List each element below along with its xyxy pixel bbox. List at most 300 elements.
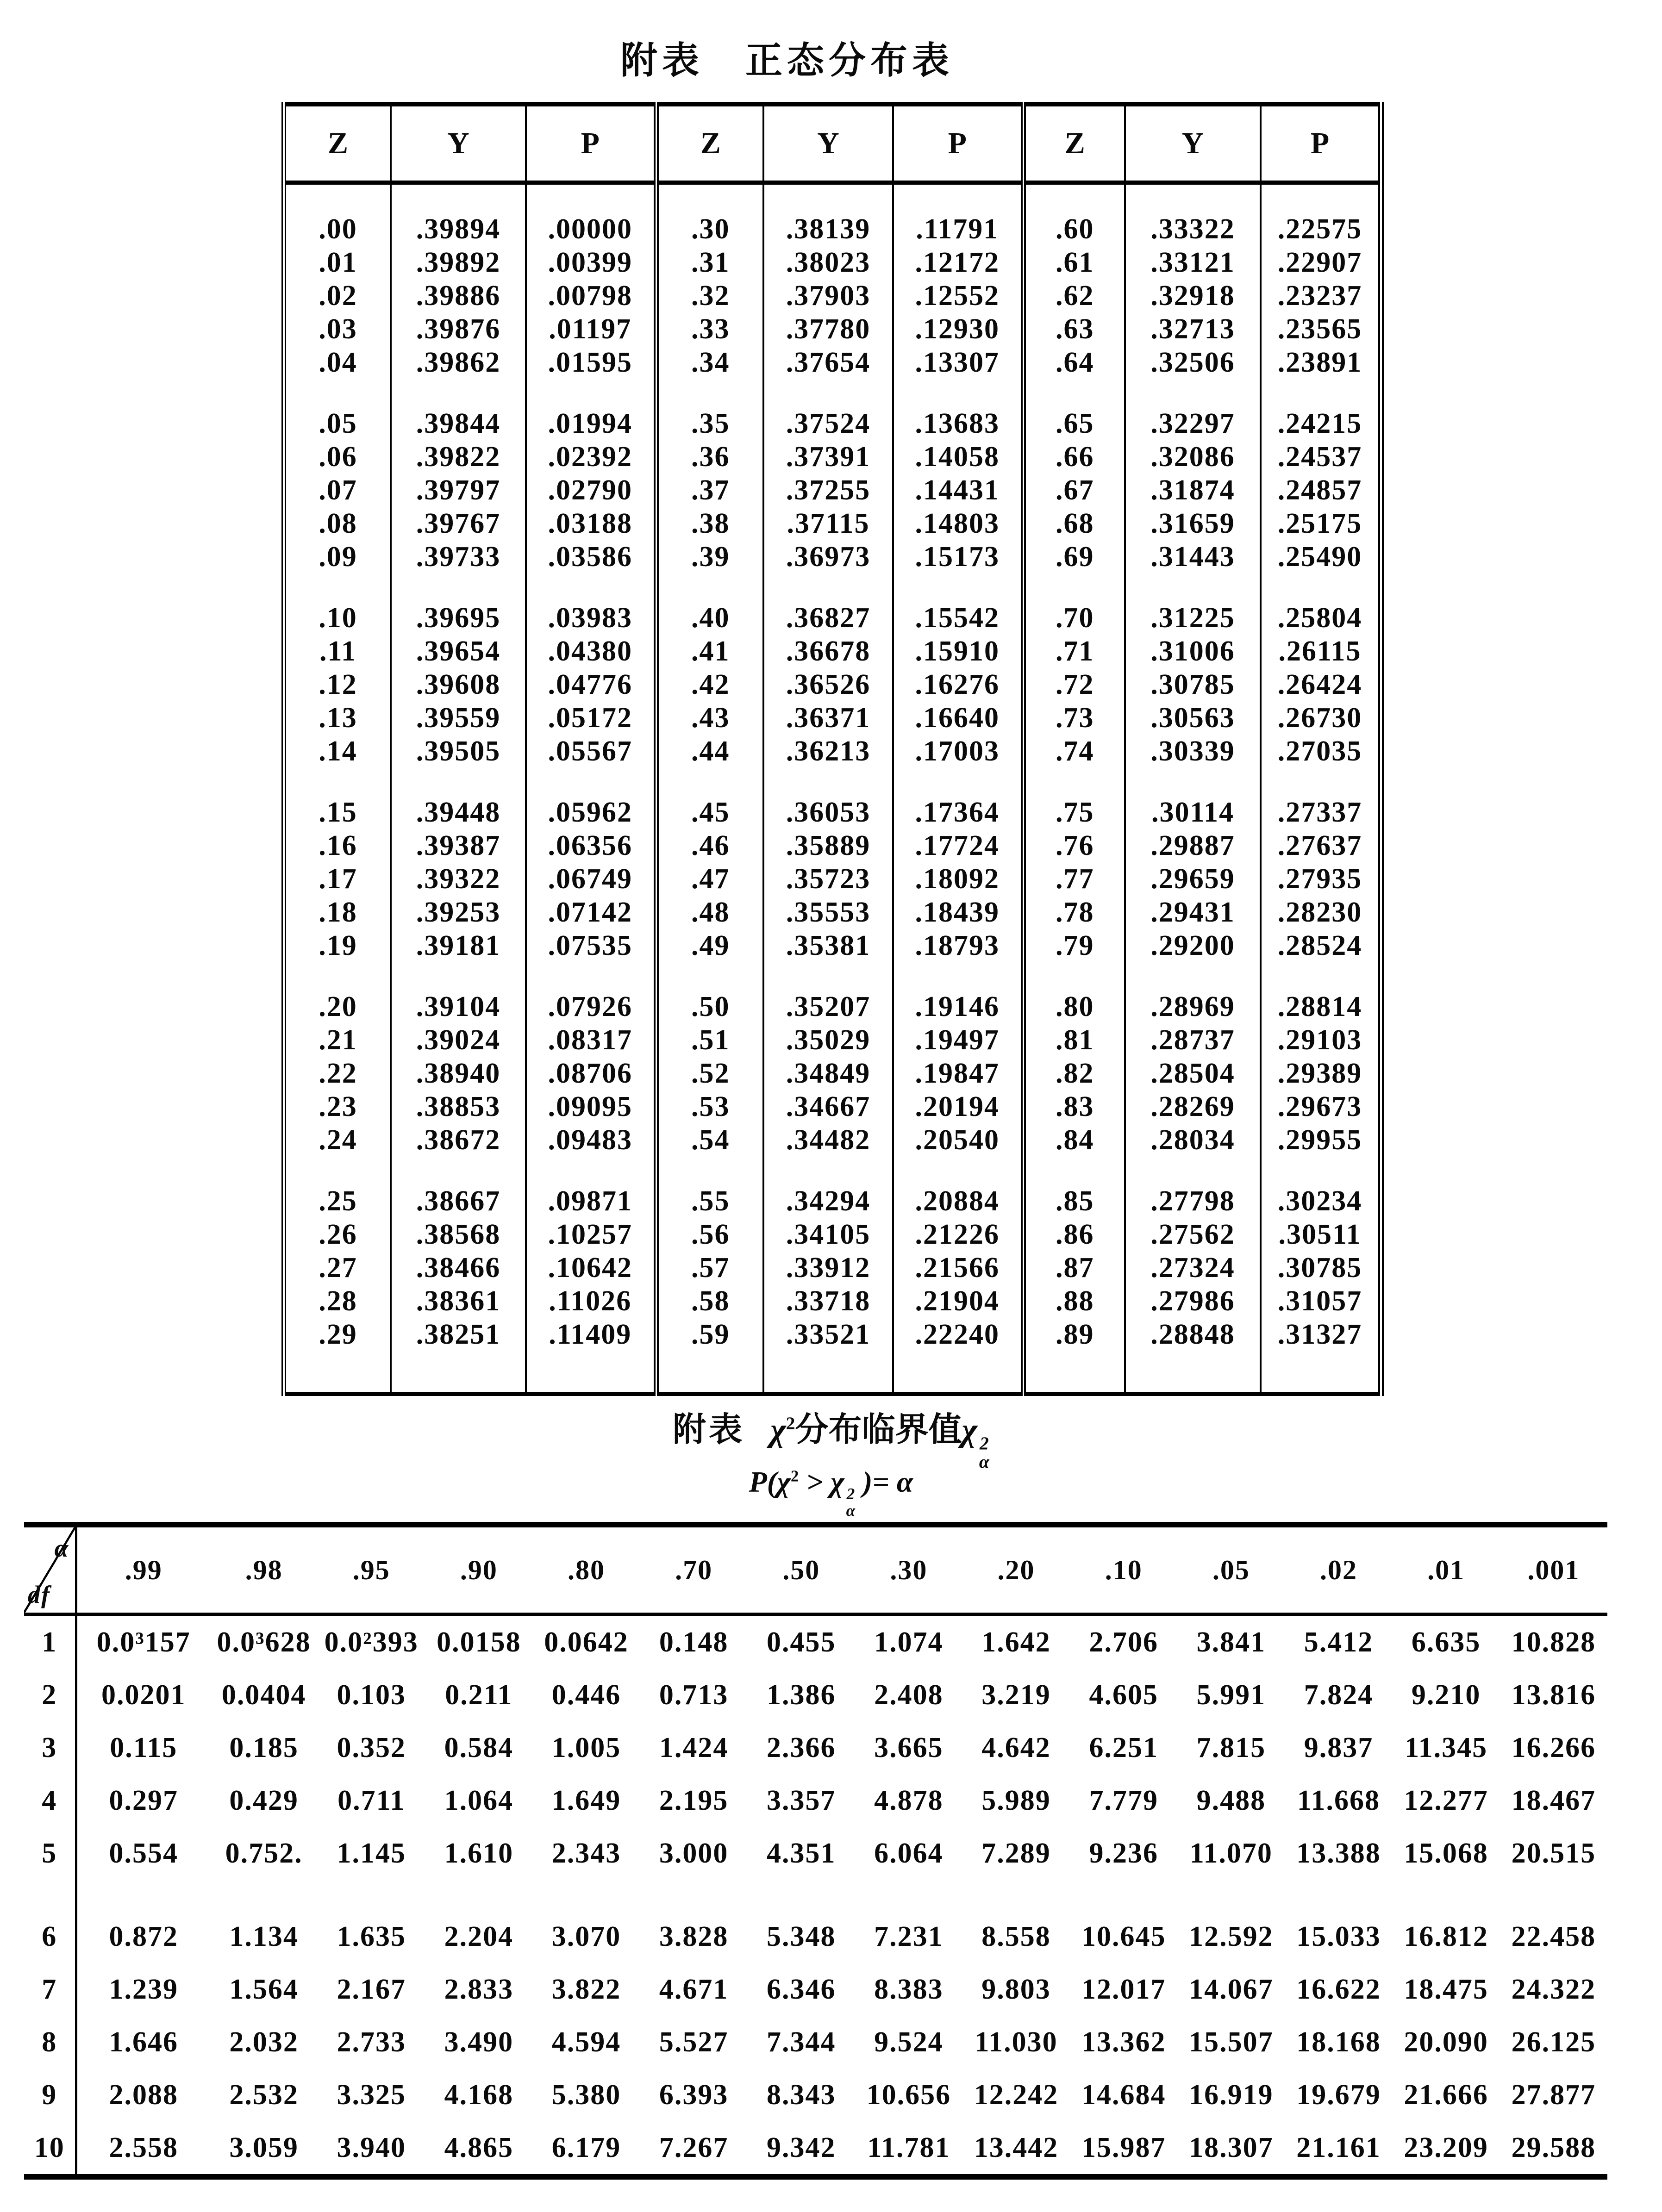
normal-table-row bbox=[284, 601, 1381, 635]
normal-distribution-table bbox=[281, 102, 1384, 1396]
spacer-cell bbox=[391, 768, 526, 796]
spacer-cell bbox=[656, 379, 763, 407]
chi-probability-formula: $P(\chi^2 > \chi$ 2 α )= α bbox=[749, 1465, 913, 1520]
spacer-cell bbox=[526, 768, 656, 796]
normal-table-cell: .75 bbox=[1023, 796, 1125, 829]
spacer-cell bbox=[1177, 1880, 1285, 1910]
chi-value-cell: 11.030 bbox=[975, 2026, 1058, 2058]
normal-table-cell: .25 bbox=[319, 1185, 357, 1217]
chi-value-cell: 29.588 bbox=[1511, 2132, 1596, 2163]
spacer-cell bbox=[893, 1351, 1023, 1394]
normal-table-cell: .35889 bbox=[763, 829, 893, 862]
chi-value-cell: 0.0404 bbox=[221, 1679, 306, 1711]
chi-value-cell: 11.781 bbox=[867, 2132, 950, 2163]
spacer-cell bbox=[763, 183, 893, 213]
chi-value-cell: 0.584 bbox=[444, 1732, 514, 1763]
normal-table-cell: .23565 bbox=[1261, 312, 1381, 346]
normal-table-cell: .25804 bbox=[1261, 601, 1381, 635]
normal-table-row bbox=[284, 1284, 1381, 1318]
chi-value-cell: 12.242 bbox=[974, 2079, 1059, 2111]
chi-value-cell: 0.297 bbox=[109, 1785, 178, 1816]
normal-table-cell: .29103 bbox=[1261, 1023, 1381, 1057]
alpha-col-header: .01 bbox=[1393, 1525, 1500, 1614]
normal-table-cell: .24215 bbox=[1261, 407, 1381, 440]
normal-table-cell: .28269 bbox=[1125, 1090, 1261, 1123]
chi-value-cell: 3.070 bbox=[551, 1921, 621, 1952]
normal-table-cell: .71 bbox=[1023, 635, 1125, 668]
normal-table-cell: .27986 bbox=[1125, 1284, 1261, 1318]
spacer-cell bbox=[1261, 1351, 1381, 1394]
chi-value-cell: 2.195 bbox=[659, 1785, 729, 1816]
chi-value-cell: 1.005 bbox=[551, 1732, 621, 1763]
normal-table-cell: .37115 bbox=[763, 507, 893, 540]
normal-table-cell: .82 bbox=[1023, 1057, 1125, 1090]
chi-value-cell: 9.524 bbox=[874, 2026, 943, 2058]
chi-value-cell: 1.424 bbox=[659, 1732, 729, 1763]
normal-table-title: 附表 正态分布表 bbox=[620, 41, 954, 81]
chi-value-cell: 15.507 bbox=[1189, 2026, 1274, 2058]
spacer-cell bbox=[284, 768, 391, 796]
normal-table-cell: .32086 bbox=[1125, 440, 1261, 474]
normal-table-cell: .23237 bbox=[1261, 279, 1381, 312]
normal-table-cell: .39733 bbox=[391, 540, 526, 573]
alpha-col-header: .90 bbox=[425, 1525, 532, 1614]
spacer-cell bbox=[210, 1880, 318, 1910]
normal-table-cell: .19 bbox=[319, 930, 357, 961]
spacer-cell bbox=[284, 573, 391, 601]
normal-table-cell: .22575 bbox=[1261, 212, 1381, 246]
normal-table-cell: .53 bbox=[656, 1090, 763, 1123]
spacer-cell bbox=[640, 1880, 748, 1910]
spacer-cell bbox=[1261, 183, 1381, 213]
chi-value-cell: 22.458 bbox=[1511, 1921, 1596, 1952]
normal-table-cell: .34105 bbox=[763, 1218, 893, 1251]
chi-value-cell: 2.833 bbox=[444, 1974, 514, 2005]
normal-table-cell: .00399 bbox=[526, 246, 656, 279]
chi-value-cell: 1.386 bbox=[767, 1679, 836, 1711]
chi-value-cell: 2.204 bbox=[444, 1921, 514, 1952]
normal-table-cell: .42 bbox=[656, 668, 763, 701]
spacer-cell bbox=[391, 1157, 526, 1184]
normal-table-cell: .20884 bbox=[893, 1184, 1023, 1218]
normal-table-cell: .14 bbox=[319, 735, 357, 767]
chi-value-cell: 18.467 bbox=[1511, 1785, 1596, 1816]
normal-table-cell: .60 bbox=[1023, 212, 1125, 246]
normal-table-cell: .58 bbox=[656, 1284, 763, 1318]
chi-value-cell: 2.167 bbox=[337, 1974, 406, 2005]
normal-table-cell: .38667 bbox=[391, 1184, 526, 1218]
chi-value-cell: 1.635 bbox=[337, 1921, 406, 1952]
alpha-col-header: .30 bbox=[855, 1525, 962, 1614]
chi-value-cell: 1.649 bbox=[551, 1785, 621, 1816]
normal-table-cell: .38361 bbox=[391, 1284, 526, 1318]
chi-value-cell: 3.822 bbox=[551, 1974, 621, 2005]
chi-value-cell: 3.059 bbox=[229, 2132, 299, 2163]
chi-value-cell: 27.877 bbox=[1511, 2079, 1596, 2111]
chi-value-cell: 4.642 bbox=[981, 1732, 1051, 1763]
normal-table-cell: .27935 bbox=[1261, 862, 1381, 896]
normal-table-cell: .49 bbox=[656, 929, 763, 962]
spacer-cell bbox=[425, 1880, 532, 1910]
spacer-cell bbox=[763, 1157, 893, 1184]
spacer-cell bbox=[1125, 573, 1261, 601]
chi-value-cell: 5.991 bbox=[1196, 1679, 1266, 1711]
normal-table-cell: .03 bbox=[319, 313, 357, 345]
normal-table-cell: .22907 bbox=[1261, 246, 1381, 279]
spacer-cell bbox=[1261, 379, 1381, 407]
chi-value-cell: 20.090 bbox=[1404, 2026, 1488, 2058]
spacer-cell bbox=[656, 768, 763, 796]
normal-table-cell: .18092 bbox=[893, 862, 1023, 896]
normal-table-row bbox=[284, 407, 1381, 440]
alpha-col-header: .50 bbox=[748, 1525, 855, 1614]
normal-table-cell: .07926 bbox=[526, 990, 656, 1023]
chi-value-cell: 2.532 bbox=[229, 2079, 299, 2111]
normal-table-cell: .33 bbox=[656, 312, 763, 346]
normal-table-cell: .13 bbox=[319, 702, 357, 734]
normal-table-cell: .35381 bbox=[763, 929, 893, 962]
normal-table-cell: .06 bbox=[319, 441, 357, 473]
normal-table-cell: .18439 bbox=[893, 896, 1023, 929]
normal-table-cell: .34 bbox=[656, 346, 763, 379]
chi-value-cell: 18.475 bbox=[1404, 1974, 1488, 2005]
normal-table-cell: .38568 bbox=[391, 1218, 526, 1251]
chi-value-cell: 7.815 bbox=[1196, 1732, 1266, 1763]
chi-table-row bbox=[24, 1721, 1607, 1774]
chi-value-cell: 6.179 bbox=[551, 2132, 621, 2163]
normal-col-header: Z bbox=[284, 104, 391, 183]
normal-table-cell: .39181 bbox=[391, 929, 526, 962]
normal-table-cell: .04 bbox=[319, 347, 357, 378]
df-cell: 3 bbox=[24, 1721, 76, 1774]
spacer-cell bbox=[1023, 768, 1125, 796]
spacer-cell bbox=[24, 1880, 76, 1910]
chi-value-cell: 4.878 bbox=[874, 1785, 943, 1816]
normal-table-cell: .81 bbox=[1023, 1023, 1125, 1057]
normal-table-cell: .39876 bbox=[391, 312, 526, 346]
normal-table-cell: .26 bbox=[319, 1219, 357, 1250]
df-cell: 6 bbox=[24, 1910, 76, 1963]
normal-table-cell: .34667 bbox=[763, 1090, 893, 1123]
normal-table-cell: .09483 bbox=[526, 1123, 656, 1157]
normal-table-cell: .21226 bbox=[893, 1218, 1023, 1251]
normal-table-cell: .35207 bbox=[763, 990, 893, 1023]
normal-table-cell: .17003 bbox=[893, 735, 1023, 768]
normal-table-cell: .35 bbox=[656, 407, 763, 440]
normal-table-cell: .11 bbox=[319, 636, 357, 667]
normal-table-row bbox=[284, 540, 1381, 573]
chi-table-header-row bbox=[24, 1525, 1607, 1614]
normal-table-cell: .39886 bbox=[391, 279, 526, 312]
normal-table-cell: .30 bbox=[656, 212, 763, 246]
normal-table-cell: .24 bbox=[319, 1124, 357, 1156]
chi-value-cell: 11.345 bbox=[1405, 1732, 1488, 1763]
chi-value-cell: 14.684 bbox=[1081, 2079, 1166, 2111]
normal-table-cell: .63 bbox=[1023, 312, 1125, 346]
normal-table-cell: .14431 bbox=[893, 474, 1023, 507]
normal-table-cell: .19146 bbox=[893, 990, 1023, 1023]
normal-table-cell: .34482 bbox=[763, 1123, 893, 1157]
normal-table-cell: .26115 bbox=[1261, 635, 1381, 668]
normal-table-cell: .36213 bbox=[763, 735, 893, 768]
chi-value-cell: 0.103 bbox=[337, 1679, 406, 1711]
normal-table-cell: .15 bbox=[319, 797, 357, 828]
spacer-cell bbox=[656, 962, 763, 990]
chi-value-cell: 0.429 bbox=[229, 1785, 299, 1816]
chi-value-cell: 4.168 bbox=[444, 2079, 514, 2111]
chi-value-cell: 5.989 bbox=[981, 1785, 1051, 1816]
chi-value-cell: 18.168 bbox=[1296, 2026, 1381, 2058]
normal-table-cell: .62 bbox=[1023, 279, 1125, 312]
chi-value-cell: 0.446 bbox=[551, 1679, 621, 1711]
chi-table-row bbox=[24, 1963, 1607, 2016]
normal-table-cell: .20194 bbox=[893, 1090, 1023, 1123]
normal-table-cell: .43 bbox=[656, 701, 763, 735]
chi-value-cell: 9.342 bbox=[767, 2132, 836, 2163]
df-cell: 7 bbox=[24, 1963, 76, 2016]
normal-table-cell: .12172 bbox=[893, 246, 1023, 279]
normal-table-cell: .10 bbox=[319, 602, 357, 634]
chi-value-cell: 9.210 bbox=[1411, 1679, 1481, 1711]
chi-value-cell: 10.828 bbox=[1511, 1626, 1596, 1658]
normal-table-cell: .35553 bbox=[763, 896, 893, 929]
normal-table-cell: .66 bbox=[1023, 440, 1125, 474]
spacer-cell bbox=[656, 573, 763, 601]
normal-table-cell: .38139 bbox=[763, 212, 893, 246]
normal-table-row bbox=[284, 346, 1381, 379]
normal-table-cell: .31225 bbox=[1125, 601, 1261, 635]
normal-table-cell: .03586 bbox=[526, 540, 656, 573]
normal-table-cell: .39448 bbox=[391, 796, 526, 829]
chi-value-cell: 19.679 bbox=[1296, 2079, 1381, 2111]
spacer-cell bbox=[1285, 1880, 1392, 1910]
spacer-cell bbox=[893, 962, 1023, 990]
chi-value-cell: 16.266 bbox=[1511, 1732, 1596, 1763]
normal-table-cell: .12552 bbox=[893, 279, 1023, 312]
spacer-cell bbox=[391, 183, 526, 213]
normal-table-cell: .37 bbox=[656, 474, 763, 507]
spacer-cell bbox=[284, 962, 391, 990]
normal-table-cell: .03188 bbox=[526, 507, 656, 540]
spacer-cell bbox=[526, 1351, 656, 1394]
normal-table-cell: .28848 bbox=[1125, 1318, 1261, 1351]
normal-table-cell: .69 bbox=[1023, 540, 1125, 573]
normal-table-cell: .17 bbox=[319, 863, 357, 895]
df-cell: 9 bbox=[24, 2069, 76, 2121]
normal-table-cell: .27337 bbox=[1261, 796, 1381, 829]
chi-value-cell: 15.068 bbox=[1404, 1838, 1488, 1869]
normal-table-cell: .26424 bbox=[1261, 668, 1381, 701]
normal-table-cell: .22240 bbox=[893, 1318, 1023, 1351]
chi-value-cell: 0.115 bbox=[110, 1732, 178, 1763]
spacer-cell bbox=[1125, 1351, 1261, 1394]
spacer-cell bbox=[763, 379, 893, 407]
normal-table-cell: .18 bbox=[319, 897, 357, 928]
normal-table-cell: .25175 bbox=[1261, 507, 1381, 540]
normal-table-cell: .32506 bbox=[1125, 346, 1261, 379]
chi-value-cell: 3.828 bbox=[659, 1921, 729, 1952]
chi-value-cell: 4.594 bbox=[551, 2026, 621, 2058]
normal-table-cell: .01197 bbox=[526, 312, 656, 346]
chi-value-cell: 15.987 bbox=[1081, 2132, 1166, 2163]
normal-table-cell: .39253 bbox=[391, 896, 526, 929]
normal-table-row bbox=[284, 1123, 1381, 1157]
normal-table-cell: .31327 bbox=[1261, 1318, 1381, 1351]
normal-table-cell: .12930 bbox=[893, 312, 1023, 346]
chi-exponent: 2 bbox=[786, 1413, 795, 1433]
chi-value-cell: 7.344 bbox=[767, 2026, 836, 2058]
alpha-col-header: .80 bbox=[532, 1525, 640, 1614]
normal-table-cell: .31443 bbox=[1125, 540, 1261, 573]
spacer-cell bbox=[1261, 768, 1381, 796]
corner-alpha-label: α bbox=[54, 1534, 69, 1562]
normal-table-row bbox=[284, 829, 1381, 862]
chi-value-cell: 1.074 bbox=[874, 1626, 943, 1658]
chi-value-cell: 9.488 bbox=[1196, 1785, 1266, 1816]
chi-value-cell: 5.348 bbox=[767, 1921, 836, 1952]
normal-table-cell: .36827 bbox=[763, 601, 893, 635]
normal-table-cell: .14803 bbox=[893, 507, 1023, 540]
normal-table-cell: .13307 bbox=[893, 346, 1023, 379]
spacer-cell bbox=[748, 1880, 855, 1910]
normal-table-cell: .17724 bbox=[893, 829, 1023, 862]
normal-table-cell: .08706 bbox=[526, 1057, 656, 1090]
chi-value-cell: 7.289 bbox=[981, 1838, 1051, 1869]
normal-table-cell: .33121 bbox=[1125, 246, 1261, 279]
chi-value-cell: 2.343 bbox=[551, 1838, 621, 1869]
chi-value-cell: 4.351 bbox=[767, 1838, 836, 1869]
normal-table-cell: .27324 bbox=[1125, 1251, 1261, 1284]
normal-table-cell: .61 bbox=[1023, 246, 1125, 279]
spacer-cell bbox=[763, 1351, 893, 1394]
normal-table-cell: .10257 bbox=[526, 1218, 656, 1251]
chi-value-cell: 2.032 bbox=[229, 2026, 299, 2058]
chi-value-cell: 0.0³157 bbox=[96, 1626, 191, 1658]
normal-table-cell: .23891 bbox=[1261, 346, 1381, 379]
df-cell: 2 bbox=[24, 1669, 76, 1721]
normal-table-cell: .32713 bbox=[1125, 312, 1261, 346]
chi-value-cell: 9.837 bbox=[1304, 1732, 1374, 1763]
normal-table-cell: .28230 bbox=[1261, 896, 1381, 929]
spacer-row bbox=[284, 379, 1381, 407]
chi-value-cell: 0.711 bbox=[337, 1785, 406, 1816]
alpha-col-header: .05 bbox=[1177, 1525, 1285, 1614]
chi-value-cell: 1.646 bbox=[109, 2026, 178, 2058]
chi-value-cell: 0.752. bbox=[225, 1838, 303, 1869]
chi-value-cell: 0.185 bbox=[229, 1732, 299, 1763]
spacer-cell bbox=[526, 183, 656, 213]
normal-table-row bbox=[284, 279, 1381, 312]
normal-table-cell: .33912 bbox=[763, 1251, 893, 1284]
spacer-cell bbox=[1023, 379, 1125, 407]
chi-value-cell: 8.558 bbox=[981, 1921, 1051, 1952]
normal-table-cell: .24537 bbox=[1261, 440, 1381, 474]
normal-table-cell: .39654 bbox=[391, 635, 526, 668]
normal-table-cell: .21 bbox=[319, 1024, 357, 1056]
normal-table-cell: .10642 bbox=[526, 1251, 656, 1284]
normal-table-cell: .51 bbox=[656, 1023, 763, 1057]
normal-table-cell: .57 bbox=[656, 1251, 763, 1284]
chi-symbol: χ bbox=[770, 1411, 786, 1448]
normal-table-cell: .72 bbox=[1023, 668, 1125, 701]
normal-table-cell: .39 bbox=[656, 540, 763, 573]
spacer-cell bbox=[1023, 1351, 1125, 1394]
normal-table-cell: .19497 bbox=[893, 1023, 1023, 1057]
normal-table-cell: .36526 bbox=[763, 668, 893, 701]
chi-value-cell: 12.017 bbox=[1081, 1974, 1166, 2005]
spacer-cell bbox=[656, 183, 763, 213]
normal-table-cell: .38466 bbox=[391, 1251, 526, 1284]
chi-value-cell: 2.088 bbox=[109, 2079, 178, 2111]
normal-table-cell: .34294 bbox=[763, 1184, 893, 1218]
normal-table-cell: .44 bbox=[656, 735, 763, 768]
normal-table-cell: .06356 bbox=[526, 829, 656, 862]
normal-table-cell: .04380 bbox=[526, 635, 656, 668]
normal-table-cell: .86 bbox=[1023, 1218, 1125, 1251]
chi-value-cell: 11.070 bbox=[1189, 1838, 1273, 1869]
normal-table-cell: .67 bbox=[1023, 474, 1125, 507]
chi-value-cell: 6.635 bbox=[1411, 1626, 1481, 1658]
normal-table-row bbox=[284, 1251, 1381, 1284]
normal-table-cell: .41 bbox=[656, 635, 763, 668]
chi-value-cell: 1.134 bbox=[229, 1921, 299, 1952]
chi-value-cell: 6.393 bbox=[659, 2079, 729, 2111]
spacer-row bbox=[24, 1880, 1607, 1910]
normal-col-header: Y bbox=[1125, 104, 1261, 183]
normal-table-cell: .36 bbox=[656, 440, 763, 474]
normal-table-cell: .28814 bbox=[1261, 990, 1381, 1023]
normal-table-cell: .50 bbox=[656, 990, 763, 1023]
normal-table-cell: .00798 bbox=[526, 279, 656, 312]
normal-table-cell: .15542 bbox=[893, 601, 1023, 635]
normal-table-cell: .37654 bbox=[763, 346, 893, 379]
normal-table-header-row bbox=[284, 104, 1381, 183]
chi-value-cell: 3.490 bbox=[444, 2026, 514, 2058]
chi-value-cell: 21.666 bbox=[1404, 2079, 1488, 2111]
spacer-cell bbox=[391, 1351, 526, 1394]
normal-table-cell: .65 bbox=[1023, 407, 1125, 440]
normal-table-cell: .03983 bbox=[526, 601, 656, 635]
chi-value-cell: 13.388 bbox=[1296, 1838, 1381, 1869]
chi-value-cell: 0.0²393 bbox=[324, 1626, 419, 1658]
normal-table-cell: .29 bbox=[319, 1319, 357, 1350]
normal-table-cell: .39862 bbox=[391, 346, 526, 379]
normal-table-cell: .80 bbox=[1023, 990, 1125, 1023]
alpha-col-header: .95 bbox=[318, 1525, 425, 1614]
chi-value-cell: 4.865 bbox=[444, 2132, 514, 2163]
normal-table-cell: .35723 bbox=[763, 862, 893, 896]
chi-value-cell: 3.219 bbox=[981, 1679, 1051, 1711]
normal-table-cell: .30785 bbox=[1125, 668, 1261, 701]
normal-table-cell: .64 bbox=[1023, 346, 1125, 379]
normal-table-cell: .17364 bbox=[893, 796, 1023, 829]
chi-value-cell: 0.352 bbox=[337, 1732, 406, 1763]
chi-value-cell: 2.366 bbox=[767, 1732, 836, 1763]
chi-value-cell: 2.706 bbox=[1089, 1626, 1158, 1658]
normal-table-cell: .11791 bbox=[893, 212, 1023, 246]
spacer-cell bbox=[76, 1880, 210, 1910]
normal-table-cell: .02392 bbox=[526, 440, 656, 474]
normal-table-cell: .55 bbox=[656, 1184, 763, 1218]
chi-value-cell: 7.779 bbox=[1089, 1785, 1158, 1816]
normal-table-row bbox=[284, 212, 1381, 246]
normal-table-cell: .28969 bbox=[1125, 990, 1261, 1023]
spacer-cell bbox=[893, 379, 1023, 407]
chi-value-cell: 15.033 bbox=[1296, 1921, 1381, 1952]
chi-value-cell: 12.592 bbox=[1189, 1921, 1274, 1952]
normal-table-cell: .00 bbox=[319, 213, 357, 245]
corner-df-label: df bbox=[28, 1581, 50, 1608]
